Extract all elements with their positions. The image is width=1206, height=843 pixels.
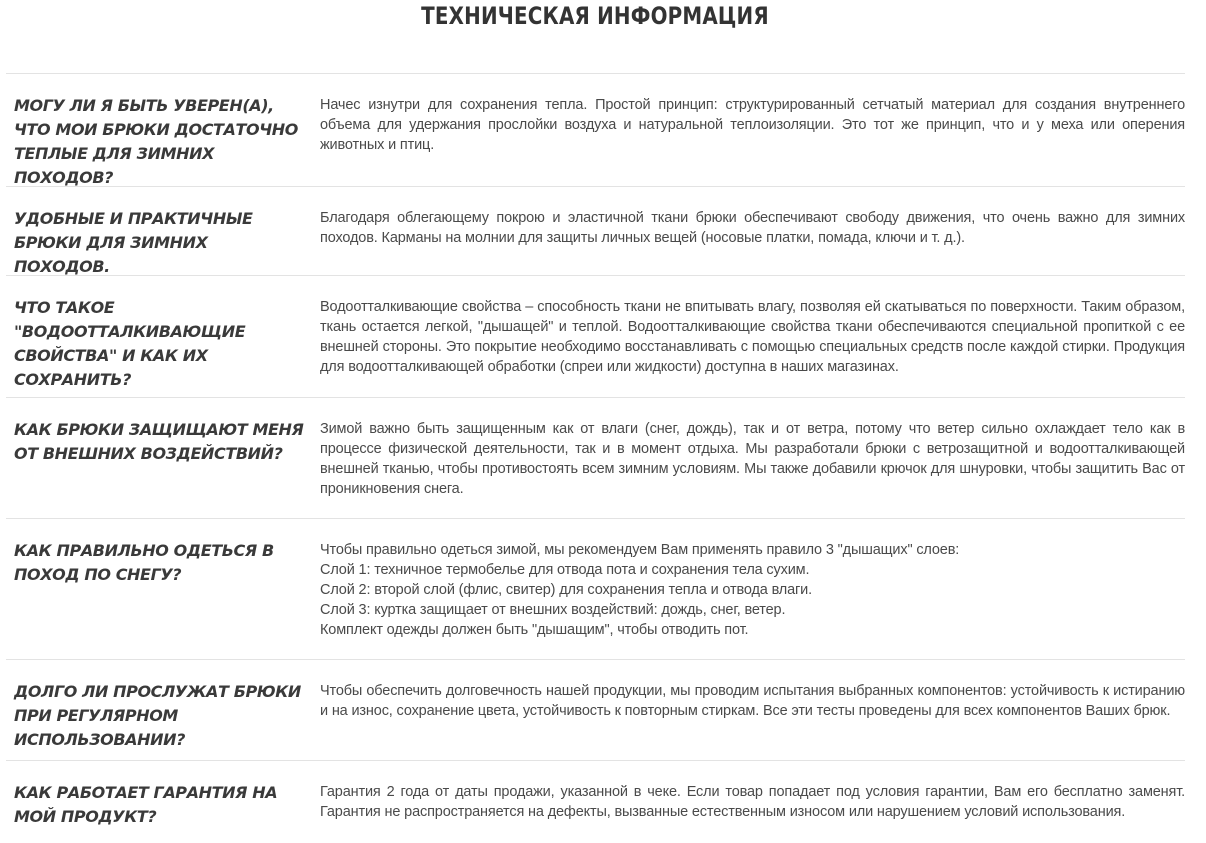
faq-question: КАК РАБОТАЕТ ГАРАНТИЯ НА МОЙ ПРОДУКТ? bbox=[14, 783, 278, 826]
faq-list bbox=[6, 73, 1185, 843]
page-title: ТЕХНИЧЕСКАЯ ИНФОРМАЦИЯ bbox=[421, 2, 769, 30]
faq-answer: Гарантия 2 года от даты продажи, указанной в чеке. Если товар попадает под условия гарантии, Вам его бесплатно заменят. Гарантия не распространяется на дефекты, вызванные естественным износом или нарушением условий использования. bbox=[320, 784, 1185, 820]
faq-row-comfort bbox=[6, 187, 1185, 276]
faq-row-warranty bbox=[6, 761, 1185, 843]
faq-question: ЧТО ТАКОЕ "ВОДООТТАЛКИВАЮЩИЕ СВОЙСТВА" И КАК ИХ СОХРАНИТЬ? bbox=[14, 298, 246, 389]
faq-answer: Зимой важно быть защищенным как от влаги (снег, дождь), так и от ветра, потому что ветер сильно охлаждает тело как в процессе физической деятельности, так и в момент отдыха. Мы разработали брюки с ветрозащитной и водоотталкивающей внешней тканью, чтобы противостоять всем зимним условиям. Мы также добавили крючок для шнуровки, чтобы защитить Вас от проникновения снега. bbox=[320, 421, 1185, 497]
faq-question: КАК ПРАВИЛЬНО ОДЕТЬСЯ В ПОХОД ПО СНЕГУ? bbox=[14, 541, 274, 584]
answer-line: Слой 2: второй слой (флис, свитер) для сохранения тепла и отвода влаги. bbox=[320, 582, 813, 598]
faq-answer: Чтобы обеспечить долговечность нашей продукции, мы проводим испытания выбранных компонентов: устойчивость к истиранию и на износ, сохранение цвета, устойчивость к повторным стиркам. Все эти тесты проведены для всех компонентов Ваших брюк. bbox=[320, 683, 1185, 719]
faq-question: КАК БРЮКИ ЗАЩИЩАЮТ МЕНЯ ОТ ВНЕШНИХ ВОЗДЕЙСТВИЙ? bbox=[14, 420, 304, 463]
faq-row-water-repellent bbox=[6, 276, 1185, 398]
faq-row-durability bbox=[6, 660, 1185, 761]
answer-line: Чтобы правильно одеться зимой, мы рекомендуем Вам применять правило 3 "дышащих" слоев: bbox=[320, 542, 960, 558]
faq-answer: Начес изнутри для сохранения тепла. Простой принцип: структурированный сетчатый материал для создания внутреннего объема для удержания прослойки воздуха и натуральной теплоизоляции. Это тот же принцип, что и у меха или оперения животных и птиц. bbox=[320, 97, 1185, 153]
faq-answer: Водоотталкивающие свойства – способность ткани не впитывать влагу, позволяя ей скатываться по поверхности. Таким образом, ткань остается легкой, "дышащей" и теплой. Водоотталкивающие свойства ткани обеспечиваются специальной пропиткой с ее внешней стороны. Это покрытие необходимо восстанавливать с помощью специальных средств после каждой стирки. Продукция для водоотталкивающей обработки (спреи или жидкости) доступна в наших магазинах. bbox=[320, 299, 1185, 375]
faq-question: МОГУ ЛИ Я БЫТЬ УВЕРЕН(А), ЧТО МОИ БРЮКИ ДОСТАТОЧНО ТЕПЛЫЕ ДЛЯ ЗИМНИХ ПОХОДОВ? bbox=[14, 96, 298, 187]
answer-line: Слой 1: техничное термобелье для отвода пота и сохранения тела сухим. bbox=[320, 562, 810, 578]
faq-row-layers bbox=[6, 519, 1185, 660]
faq-row-protection bbox=[6, 398, 1185, 519]
faq-answer bbox=[310, 540, 1185, 639]
faq-row-warmth bbox=[6, 74, 1185, 187]
faq-answer: Благодаря облегающему покрою и эластичной ткани брюки обеспечивают свободу движения, что очень важно для зимних походов. Карманы на молнии для защиты личных вещей (носовые платки, помада, ключи и т. д.). bbox=[320, 210, 1185, 246]
answer-line: Комплект одежды должен быть "дышащим", чтобы отводить пот. bbox=[320, 622, 749, 638]
faq-question: ДОЛГО ЛИ ПРОСЛУЖАТ БРЮКИ ПРИ РЕГУЛЯРНОМ ИСПОЛЬЗОВАНИИ? bbox=[14, 682, 301, 749]
faq-question: УДОБНЫЕ И ПРАКТИЧНЫЕ БРЮКИ ДЛЯ ЗИМНИХ ПОХОДОВ. bbox=[14, 209, 253, 276]
answer-line: Слой 3: куртка защищает от внешних воздействий: дождь, снег, ветер. bbox=[320, 602, 786, 618]
